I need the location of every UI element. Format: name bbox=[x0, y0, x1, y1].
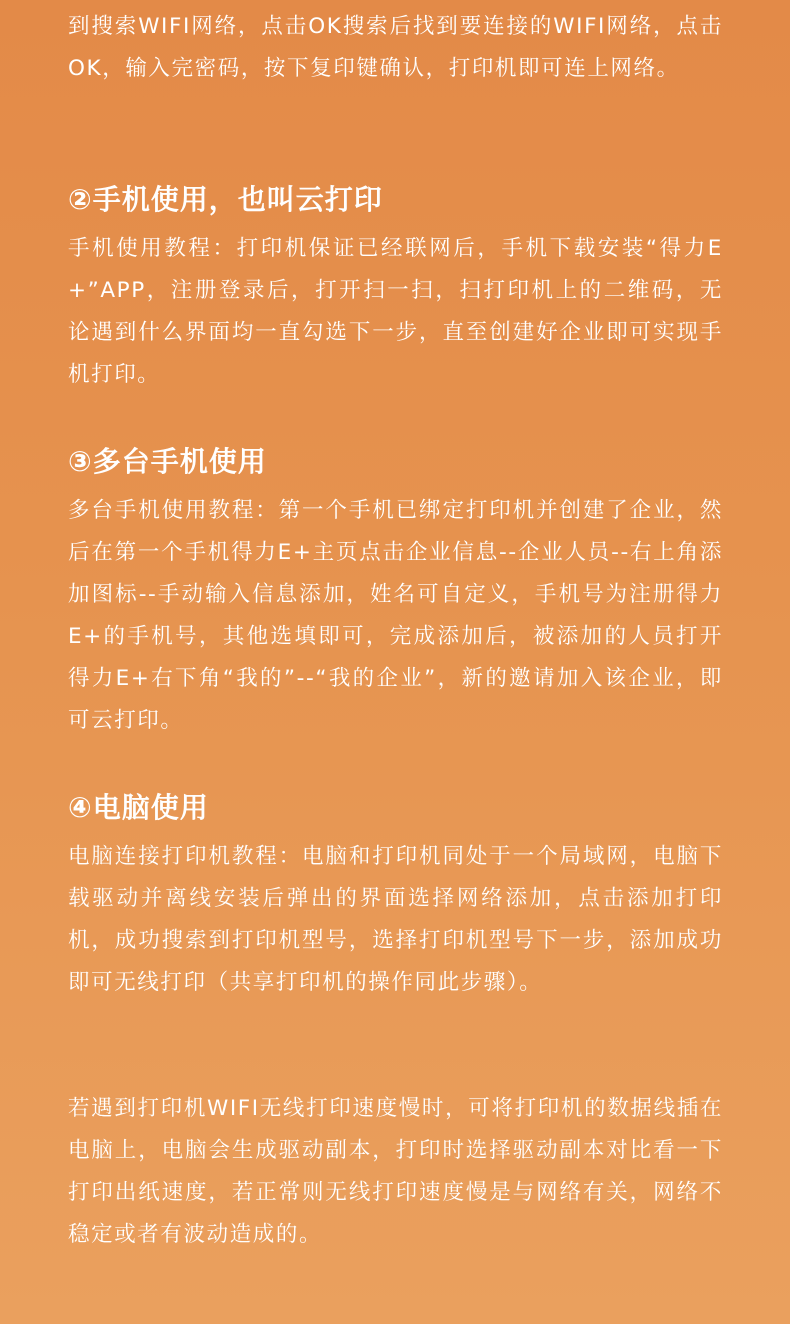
section-body-computer: 电脑连接打印机教程：电脑和打印机同处于一个局域网，电脑下载驱动并离线安装后弹出的界面选择网络添加，点击添加打印机，成功搜索到打印机型号，选择打印机型号下一步，添加成功即可无线打印（共享打印机的操作同此步骤）。 bbox=[68, 844, 723, 995]
speed-note-paragraph: 若遇到打印机WIFI无线打印速度慢时，可将打印机的数据线插在电脑上，电脑会生成驱动副本，打印时选择驱动副本对比看一下打印出纸速度，若正常则无线打印速度慢是与网络有关，网络不稳定或者有波动造成的。 bbox=[68, 1096, 723, 1247]
intro-paragraph: 到搜索WIFI网络，点击OK搜索后找到要连接的WIFI网络，点击OK，输入完密码，按下复印键确认，打印机即可连上网络。 bbox=[68, 14, 723, 81]
section-heading-computer: ④电脑使用 bbox=[68, 791, 209, 824]
section-heading-phone: ②手机使用，也叫云打印 bbox=[68, 183, 383, 216]
section-body-multi-phone: 多台手机使用教程：第一个手机已绑定打印机并创建了企业，然后在第一个手机得力E+主页点击企业信息--企业人员--右上角添加图标--手动输入信息添加，姓名可自定义，手机号为注册得力E+的手机号，其他选填即可，完成添加后，被添加的人员打开得力E+右下角“我的”--“我的企业”，新的邀请加入该企业，即可云打印。 bbox=[68, 498, 723, 733]
section-body-phone: 手机使用教程：打印机保证已经联网后，手机下载安装“得力E+”APP，注册登录后，打开扫一扫，扫打印机上的二维码，无论遇到什么界面均一直勾选下一步，直至创建好企业即可实现手机打印。 bbox=[68, 236, 723, 387]
section-heading-multi-phone: ③多台手机使用 bbox=[68, 445, 267, 478]
